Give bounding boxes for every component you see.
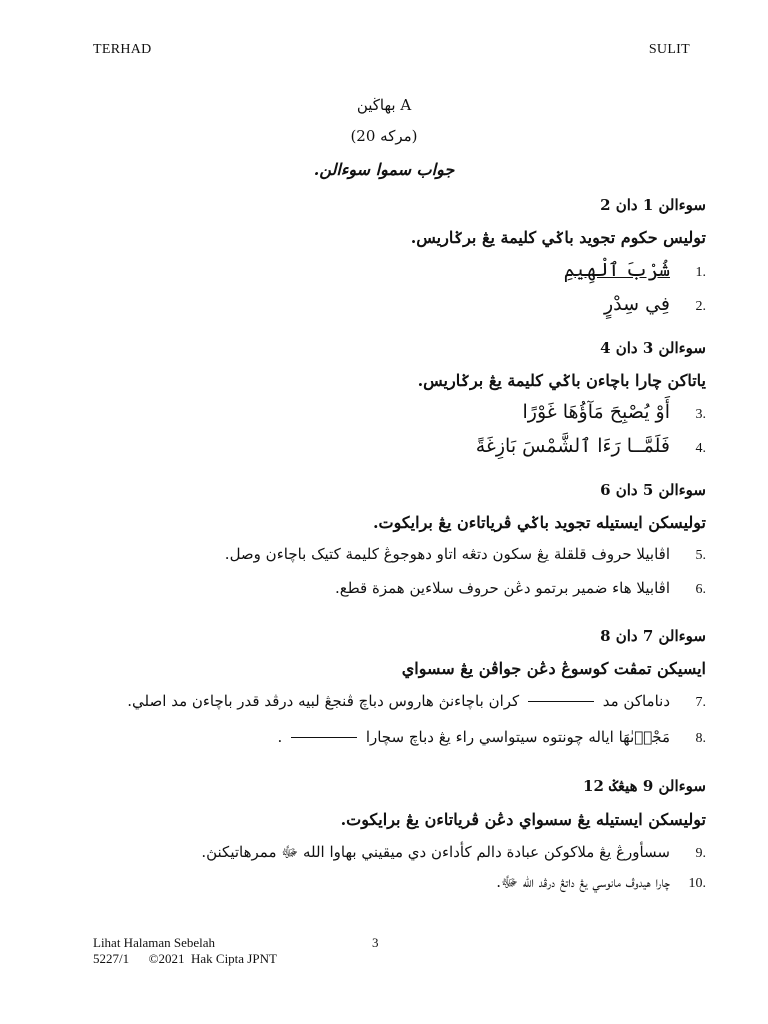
section-heading: سوءالن 1 دان 2 — [600, 196, 706, 214]
question-text: اڤابيلا هاء ضمير برتمو دڠن حروف سلاءين همزة قطع. — [335, 579, 670, 597]
question-number: 9. — [695, 846, 706, 861]
section-heading: سوءالن 3 دان 4 — [600, 339, 706, 357]
question-text-after-blank: . — [277, 728, 283, 746]
question-number: 2. — [695, 299, 706, 314]
question-text: شُرْبَ ٱلْهِيمِ — [563, 259, 670, 281]
section-instruction: توليس حکوم تجويد باݢي کليمة يڠ برݢاريس. — [410, 228, 706, 247]
answer-blank — [291, 737, 357, 738]
instruction: جواب سموا سوءالن. — [313, 160, 455, 179]
question-number: 7. — [695, 695, 706, 710]
question-text — [277, 728, 670, 746]
marks-label: (20 مركه) — [350, 127, 418, 145]
section-instruction: ياتاکن چارا باچاءن باݢي کليمة يڠ برݢاريس. — [417, 371, 706, 390]
question-number: 3. — [695, 407, 706, 422]
question-number: 8. — [695, 731, 706, 746]
question-number: 10. — [688, 876, 706, 891]
footer-code-copyright: 5227/1 ©2021 Hak Cipta JPNT — [93, 951, 277, 966]
header-right-label: SULIT — [648, 42, 690, 57]
question-item — [120, 692, 706, 711]
question-item — [120, 435, 706, 457]
question-item — [120, 545, 706, 564]
footer-next-page: Lihat Halaman Sebelah — [93, 935, 216, 950]
question-text — [127, 692, 670, 710]
section-instruction: توليسکن ايستيله تجويد باݢي ڤرياتاءن يڠ برايکوت. — [372, 513, 706, 532]
question-text: فِي سِدْرٍ — [603, 293, 670, 315]
question-item — [120, 843, 706, 865]
question-number: 5. — [695, 548, 706, 563]
page-number: 3 — [372, 935, 379, 950]
answer-blank — [528, 701, 594, 702]
question-text: سسأورڠ يڠ ملاکوکن عبادة دالم کأداءن دي ميقيني بهاوا الله ﷻ ممرهاتيکنڽ. — [201, 843, 670, 861]
section-instruction: توليسکن ايستيله يڠ سسواي دڠن ڤرياتاءن يڠ برايکوت. — [340, 810, 706, 829]
question-text-before-blank: مَجْرٖىٰهَا اياله چونتوه سيتواسي راء يڠ دباچ سچارا — [365, 728, 670, 746]
header-left-label: TERHAD — [93, 42, 152, 57]
section-heading: سوءالن 7 دان 8 — [600, 627, 706, 645]
section-heading: سوءالن 9 هيڠݢ 12 — [583, 777, 706, 795]
section-heading: سوءالن 5 دان 6 — [600, 481, 706, 499]
question-text-before-blank: دناماکن مد — [602, 692, 670, 710]
question-text: اڤابيلا حروف قلقلة يڠ سکون دتڠه اتاو دهوجوڠ کليمة کتيک باچاءن وصل. — [224, 545, 670, 563]
question-item — [120, 293, 706, 315]
question-number: 1. — [695, 265, 706, 280]
question-text: فَلَمَّــا رَءَا ٱلشَّمْسَ بَازِغَةً — [475, 435, 670, 457]
question-number: 6. — [695, 582, 706, 597]
question-item — [120, 401, 706, 423]
question-item — [120, 579, 706, 598]
question-item — [120, 873, 706, 895]
question-item — [120, 259, 706, 281]
question-item — [120, 728, 706, 747]
part-title: بهاڬين A — [356, 96, 412, 114]
question-number: 4. — [695, 441, 706, 456]
question-text: أَوْ يُصْبِحَ مَآؤُهَا غَوْرًا — [522, 401, 670, 423]
question-text: چارا هيدوڤ مانوسي يڠ داتڠ درڤد الله ﷻ. — [496, 873, 670, 891]
section-instruction: ايسيکن تمڤت کوسوڠ دڠن جواڤن يڠ سسواي — [401, 659, 706, 678]
question-text-after-blank: کران باچاءنڽ هاروس دباچ ڤنجڠ لبيه درڤد قدر باچاءن مد اصلي. — [127, 692, 520, 710]
